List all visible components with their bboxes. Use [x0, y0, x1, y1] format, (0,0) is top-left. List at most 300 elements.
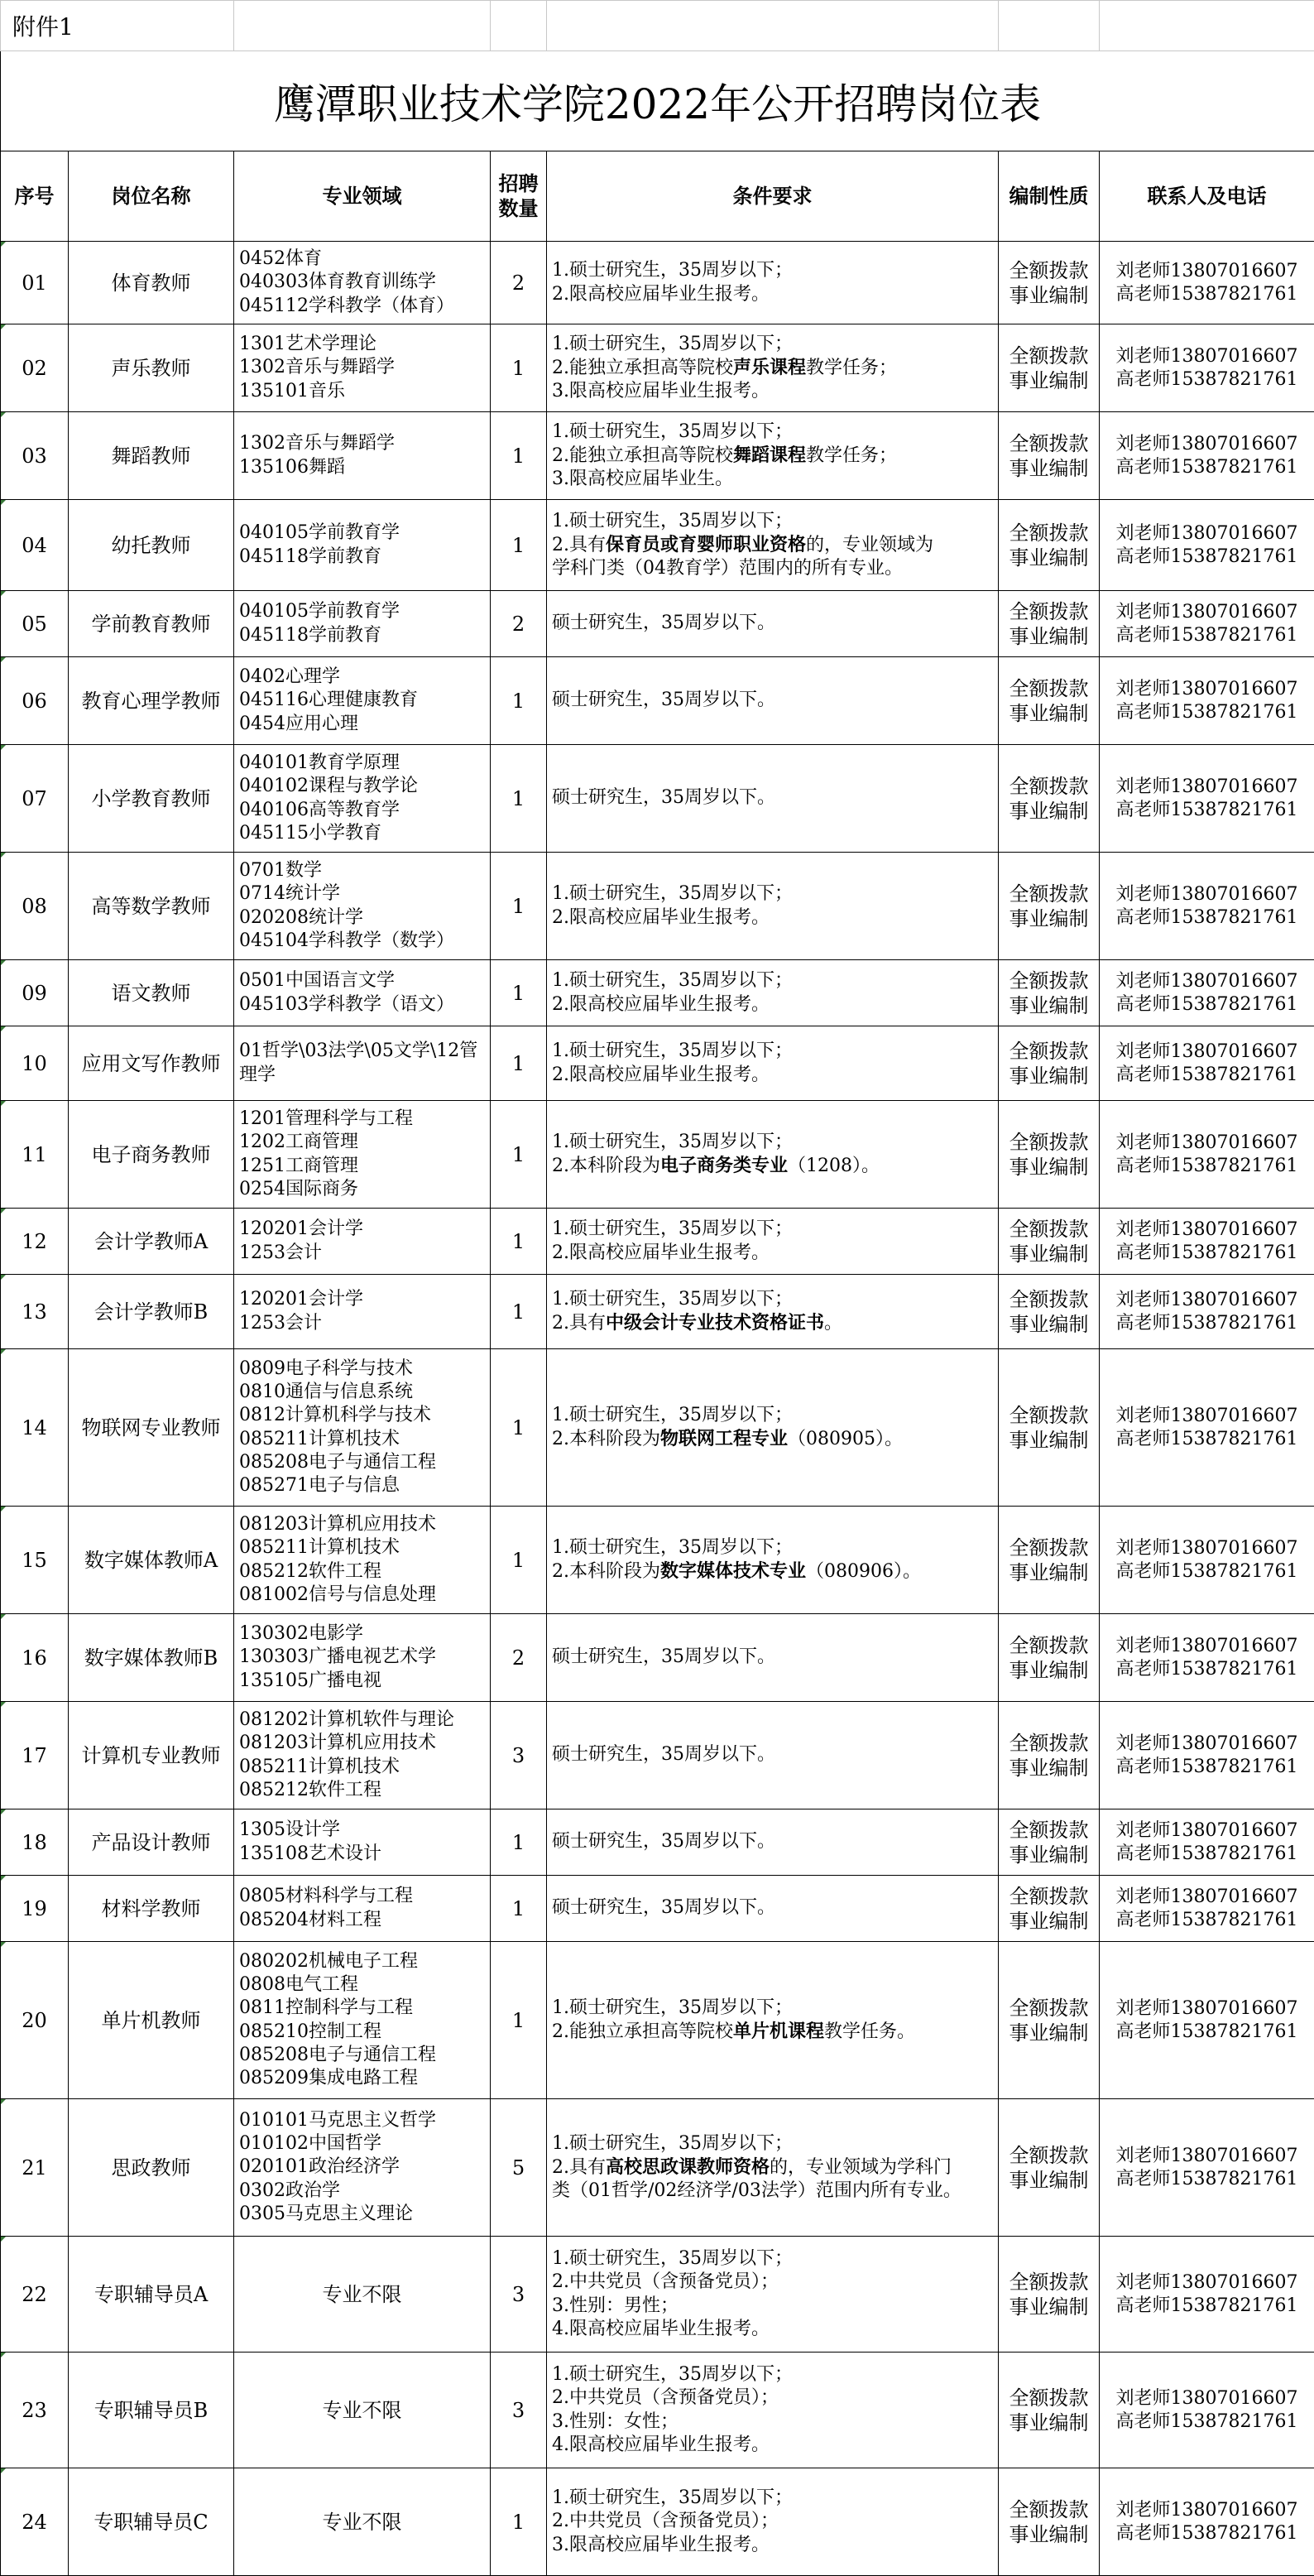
row-number: 21 — [1, 2099, 69, 2237]
requirement-item: 1.硕士研究生，35周岁以下； — [552, 1288, 993, 1311]
nature-line: 事业编制 — [1004, 799, 1094, 824]
requirement-list — [547, 1809, 999, 1876]
nature-line: 事业编制 — [1004, 1428, 1094, 1453]
contact-line: 高老师15387821761 — [1105, 368, 1309, 392]
nature-line: 全额拨款 — [1004, 258, 1094, 283]
requirement-item: 1.硕士研究生，35周岁以下； — [552, 421, 993, 444]
position-name: 材料学教师 — [69, 1876, 234, 1942]
field-list — [234, 1507, 491, 1614]
requirement-list — [547, 1349, 999, 1507]
hire-count: 1 — [491, 412, 547, 500]
table-row — [1, 412, 1314, 500]
field-item: 1301艺术学理论 — [239, 333, 485, 356]
contact-line: 高老师15387821761 — [1105, 1658, 1309, 1681]
row-number: 10 — [1, 1026, 69, 1101]
contact-line: 高老师15387821761 — [1105, 799, 1309, 822]
requirement-item: 1.硕士研究生，35周岁以下； — [552, 2247, 993, 2271]
requirement-item: 1.硕士研究生，35周岁以下； — [552, 2363, 993, 2386]
nature-line: 事业编制 — [1004, 1312, 1094, 1337]
annex-label: 附件1 — [1, 1, 234, 51]
contact-line: 高老师15387821761 — [1105, 2021, 1309, 2044]
table-row — [1, 324, 1314, 412]
contact-info — [1100, 745, 1314, 853]
hire-count: 2 — [491, 591, 547, 657]
contact-line: 高老师15387821761 — [1105, 2410, 1309, 2434]
field-item: 理学 — [239, 1064, 485, 1087]
hire-count: 3 — [491, 2237, 547, 2353]
row-number: 24 — [1, 2468, 69, 2576]
field-item: 0809电子科学与技术 — [239, 1358, 485, 1381]
header-row — [1, 151, 1314, 242]
row-number: 13 — [1, 1275, 69, 1349]
contact-info — [1100, 960, 1314, 1026]
nature-line: 全额拨款 — [1004, 2143, 1094, 2168]
field-list — [234, 1942, 491, 2099]
field-item: 045103学科教学（语文） — [239, 993, 485, 1016]
field-item: 1202工商管理 — [239, 1131, 485, 1154]
field-item: 045112学科教学（体育） — [239, 295, 485, 318]
contact-line: 高老师15387821761 — [1105, 283, 1309, 306]
contact-line: 高老师15387821761 — [1105, 993, 1309, 1016]
nature-line: 事业编制 — [1004, 1843, 1094, 1867]
position-name: 计算机专业教师 — [69, 1702, 234, 1809]
field-item: 081002信号与信息处理 — [239, 1584, 485, 1607]
field-item: 130302电影学 — [239, 1622, 485, 1646]
staffing-nature — [999, 242, 1100, 324]
position-name: 语文教师 — [69, 960, 234, 1026]
table-row — [1, 1209, 1314, 1275]
requirement-item: 2.能独立承担高等院校声乐课程教学任务； — [552, 356, 993, 380]
contact-line: 刘老师13807016607 — [1105, 2145, 1309, 2168]
hire-count: 1 — [491, 2468, 547, 2576]
nature-line: 全额拨款 — [1004, 1731, 1094, 1756]
row-number: 05 — [1, 591, 69, 657]
hire-count: 2 — [491, 1614, 547, 1702]
field-list — [234, 2099, 491, 2237]
requirement-item: 2.具有中级会计专业技术资格证书。 — [552, 1311, 993, 1335]
nature-line: 全额拨款 — [1004, 1403, 1094, 1428]
requirement-item: 2.具有高校思政课教师资格的，专业领域为学科门 — [552, 2155, 993, 2180]
field-item: 085211计算机技术 — [239, 1536, 485, 1560]
requirement-item: 2.限高校应届毕业生报考。 — [552, 993, 993, 1016]
field-list — [234, 2237, 491, 2353]
field-list — [234, 2353, 491, 2468]
nature-line: 全额拨款 — [1004, 1287, 1094, 1312]
position-name: 电子商务教师 — [69, 1101, 234, 1209]
field-item: 045118学前教育 — [239, 624, 485, 647]
field-item: 0402心理学 — [239, 666, 485, 689]
contact-line: 高老师15387821761 — [1105, 1756, 1309, 1779]
nature-line: 事业编制 — [1004, 545, 1094, 570]
nature-line: 事业编制 — [1004, 1909, 1094, 1934]
field-list — [234, 1275, 491, 1349]
requirement-list — [547, 591, 999, 657]
requirement-item: 4.限高校应届毕业生报考。 — [552, 2434, 993, 2457]
requirement-item: 硕士研究生，35周岁以下。 — [552, 1830, 993, 1853]
position-name: 幼托教师 — [69, 500, 234, 591]
nature-line: 事业编制 — [1004, 624, 1094, 649]
requirement-list — [547, 324, 999, 412]
contact-line: 高老师15387821761 — [1105, 624, 1309, 647]
requirement-item: 4.限高校应届毕业生报考。 — [552, 2318, 993, 2341]
staffing-nature — [999, 1209, 1100, 1275]
hire-count: 1 — [491, 500, 547, 591]
hire-count: 1 — [491, 745, 547, 853]
table-row — [1, 745, 1314, 853]
position-name: 会计学教师A — [69, 1209, 234, 1275]
field-item: 135108艺术设计 — [239, 1843, 485, 1866]
requirement-list — [547, 1876, 999, 1942]
requirement-list — [547, 657, 999, 745]
contact-line: 刘老师13807016607 — [1105, 1997, 1309, 2021]
field-list — [234, 1702, 491, 1809]
table-row — [1, 1507, 1314, 1614]
contact-line: 高老师15387821761 — [1105, 1560, 1309, 1584]
header-no: 序号 — [1, 151, 69, 242]
row-number: 22 — [1, 2237, 69, 2353]
field-list — [234, 2468, 491, 2576]
requirement-item: 1.硕士研究生，35周岁以下； — [552, 259, 993, 282]
field-list — [234, 1349, 491, 1507]
field-item: 040105学前教育学 — [239, 600, 485, 623]
contact-line: 刘老师13807016607 — [1105, 601, 1309, 624]
requirement-list — [547, 1942, 999, 2099]
table-row — [1, 960, 1314, 1026]
staffing-nature — [999, 2237, 1100, 2353]
hire-count: 1 — [491, 1209, 547, 1275]
hire-count: 1 — [491, 1275, 547, 1349]
nature-line: 全额拨款 — [1004, 344, 1094, 368]
field-item: 1302音乐与舞蹈学 — [239, 356, 485, 379]
staffing-nature — [999, 1876, 1100, 1942]
requirement-item: 3.性别：女性； — [552, 2410, 993, 2434]
field-item: 0811控制科学与工程 — [239, 1997, 485, 2020]
field-list — [234, 324, 491, 412]
position-name: 专职辅导员A — [69, 2237, 234, 2353]
nature-line: 全额拨款 — [1004, 676, 1094, 701]
nature-line: 事业编制 — [1004, 456, 1094, 481]
requirement-list — [547, 2468, 999, 2576]
field-item: 0808电气工程 — [239, 1973, 485, 1997]
row-number: 16 — [1, 1614, 69, 1702]
contact-line: 刘老师13807016607 — [1105, 1886, 1309, 1909]
contact-line: 刘老师13807016607 — [1105, 970, 1309, 993]
contact-info — [1100, 1209, 1314, 1275]
requirement-item: 1.硕士研究生，35周岁以下； — [552, 882, 993, 906]
position-name: 专职辅导员B — [69, 2353, 234, 2468]
staffing-nature — [999, 2099, 1100, 2237]
field-item: 0302政治学 — [239, 2180, 485, 2203]
field-list — [234, 960, 491, 1026]
field-list — [234, 1101, 491, 1209]
table-row — [1, 1101, 1314, 1209]
hire-count: 1 — [491, 1507, 547, 1614]
nature-line: 全额拨款 — [1004, 2386, 1094, 2410]
field-item: 040102课程与教学论 — [239, 775, 485, 798]
table-row — [1, 1349, 1314, 1507]
position-name: 思政教师 — [69, 2099, 234, 2237]
position-name: 单片机教师 — [69, 1942, 234, 2099]
row-number: 14 — [1, 1349, 69, 1507]
hire-count: 1 — [491, 1349, 547, 1507]
field-item: 120201会计学 — [239, 1218, 485, 1241]
contact-line: 刘老师13807016607 — [1105, 1218, 1309, 1242]
row-number: 03 — [1, 412, 69, 500]
position-name: 会计学教师B — [69, 1275, 234, 1349]
contact-line: 刘老师13807016607 — [1105, 1819, 1309, 1843]
requirement-item: 3.性别：男性； — [552, 2295, 993, 2318]
contact-info — [1100, 1101, 1314, 1209]
nature-line: 事业编制 — [1004, 701, 1094, 726]
nature-line: 全额拨款 — [1004, 521, 1094, 545]
requirement-item: 2.中共党员（含预备党员）； — [552, 2271, 993, 2294]
requirement-list — [547, 1209, 999, 1275]
requirement-item: 2.本科阶段为电子商务类专业（1208）。 — [552, 1154, 993, 1178]
header-requirements: 条件要求 — [547, 151, 999, 242]
requirement-item: 硕士研究生，35周岁以下。 — [552, 786, 993, 810]
row-number: 06 — [1, 657, 69, 745]
requirement-item: 2.限高校应届毕业生报考。 — [552, 1242, 993, 1265]
position-name: 数字媒体教师B — [69, 1614, 234, 1702]
field-list — [234, 1209, 491, 1275]
contact-line: 刘老师13807016607 — [1105, 1040, 1309, 1064]
requirement-item: 1.硕士研究生，35周岁以下； — [552, 969, 993, 992]
requirement-item: 2.本科阶段为物联网工程专业（080905）。 — [552, 1427, 993, 1451]
field-item: 085212软件工程 — [239, 1560, 485, 1584]
row-number: 15 — [1, 1507, 69, 1614]
field-item: 135106舞蹈 — [239, 456, 485, 479]
staffing-nature — [999, 1026, 1100, 1101]
contact-line: 刘老师13807016607 — [1105, 1635, 1309, 1658]
field-list — [234, 657, 491, 745]
contact-info — [1100, 1349, 1314, 1507]
header-count: 招聘数量 — [491, 151, 547, 242]
nature-line: 事业编制 — [1004, 1658, 1094, 1683]
requirement-item: 1.硕士研究生，35周岁以下； — [552, 1218, 993, 1241]
requirement-item: 2.能独立承担高等院校单片机课程教学任务。 — [552, 2020, 993, 2044]
staffing-nature — [999, 2353, 1100, 2468]
contact-line: 高老师15387821761 — [1105, 906, 1309, 930]
title-row — [1, 51, 1314, 151]
field-list — [234, 591, 491, 657]
table-row — [1, 1942, 1314, 2099]
field-item: 135101音乐 — [239, 380, 485, 403]
requirement-item: 1.硕士研究生，35周岁以下； — [552, 510, 993, 533]
nature-line: 事业编制 — [1004, 2410, 1094, 2435]
requirement-list — [547, 1702, 999, 1809]
requirement-item: 3.限高校应届毕业生报考。 — [552, 2534, 993, 2557]
field-item: 085212软件工程 — [239, 1779, 485, 1802]
contact-line: 高老师15387821761 — [1105, 1843, 1309, 1866]
contact-line: 高老师15387821761 — [1105, 456, 1309, 479]
requirement-list — [547, 853, 999, 960]
field-item: 080202机械电子工程 — [239, 1950, 485, 1973]
requirement-list — [547, 1275, 999, 1349]
contact-info — [1100, 412, 1314, 500]
position-name: 舞蹈教师 — [69, 412, 234, 500]
field-item: 1253会计 — [239, 1242, 485, 1265]
requirement-list — [547, 2237, 999, 2353]
staffing-nature — [999, 1942, 1100, 2099]
contact-info — [1100, 1507, 1314, 1614]
nature-line: 全额拨款 — [1004, 1130, 1094, 1155]
field-item: 0454应用心理 — [239, 713, 485, 736]
nature-line: 全额拨款 — [1004, 2497, 1094, 2522]
field-item: 01哲学\03法学\05文学\12管 — [239, 1040, 485, 1063]
field-item: 085204材料工程 — [239, 1909, 485, 1932]
contact-line: 高老师15387821761 — [1105, 1242, 1309, 1265]
contact-line: 刘老师13807016607 — [1105, 776, 1309, 799]
nature-line: 全额拨款 — [1004, 1884, 1094, 1909]
staffing-nature — [999, 745, 1100, 853]
field-item: 0501中国语言文学 — [239, 969, 485, 992]
hire-count: 1 — [491, 1101, 547, 1209]
row-number: 04 — [1, 500, 69, 591]
requirement-list — [547, 2353, 999, 2468]
requirement-item: 1.硕士研究生，35周岁以下； — [552, 1536, 993, 1560]
contact-info — [1100, 1876, 1314, 1942]
contact-info — [1100, 1614, 1314, 1702]
field-item: 085211计算机技术 — [239, 1756, 485, 1779]
hire-count: 1 — [491, 657, 547, 745]
contact-line: 高老师15387821761 — [1105, 1428, 1309, 1451]
requirement-item: 硕士研究生，35周岁以下。 — [552, 612, 993, 635]
field-item: 085210控制工程 — [239, 2021, 485, 2044]
position-name: 体育教师 — [69, 242, 234, 324]
field-item: 020208统计学 — [239, 906, 485, 930]
staffing-nature — [999, 591, 1100, 657]
contact-line: 高老师15387821761 — [1105, 1909, 1309, 1932]
contact-line: 刘老师13807016607 — [1105, 345, 1309, 368]
field-item: 010102中国哲学 — [239, 2132, 485, 2155]
requirement-item: 硕士研究生，35周岁以下。 — [552, 1646, 993, 1669]
field-item: 040106高等教育学 — [239, 799, 485, 822]
header-contact: 联系人及电话 — [1100, 151, 1314, 242]
nature-line: 事业编制 — [1004, 1242, 1094, 1266]
contact-line: 高老师15387821761 — [1105, 1064, 1309, 1087]
nature-line: 全额拨款 — [1004, 1818, 1094, 1843]
contact-info — [1100, 2237, 1314, 2353]
contact-line: 高老师15387821761 — [1105, 1155, 1309, 1178]
nature-line: 事业编制 — [1004, 283, 1094, 308]
field-item: 1253会计 — [239, 1312, 485, 1335]
contact-line: 刘老师13807016607 — [1105, 2271, 1309, 2295]
field-item: 045104学科教学（数学） — [239, 930, 485, 953]
hire-count: 5 — [491, 2099, 547, 2237]
field-item: 040105学前教育学 — [239, 521, 485, 545]
position-name: 应用文写作教师 — [69, 1026, 234, 1101]
nature-line: 事业编制 — [1004, 1756, 1094, 1781]
row-number: 18 — [1, 1809, 69, 1876]
staffing-nature — [999, 500, 1100, 591]
hire-count: 1 — [491, 324, 547, 412]
nature-line: 全额拨款 — [1004, 1536, 1094, 1560]
staffing-nature — [999, 1507, 1100, 1614]
page-title: 鹰潭职业技术学院2022年公开招聘岗位表 — [1, 51, 1314, 151]
requirement-list — [547, 412, 999, 500]
field-item: 020101政治经济学 — [239, 2155, 485, 2179]
requirement-item: 1.硕士研究生，35周岁以下； — [552, 333, 993, 356]
contact-info — [1100, 2099, 1314, 2237]
hire-count: 1 — [491, 1026, 547, 1101]
table-row — [1, 1702, 1314, 1809]
field-item: 085271电子与信息 — [239, 1474, 485, 1497]
table-row — [1, 2468, 1314, 2576]
contact-line: 刘老师13807016607 — [1105, 1733, 1309, 1756]
field-list — [234, 242, 491, 324]
requirement-list — [547, 1614, 999, 1702]
nature-line: 事业编制 — [1004, 1155, 1094, 1180]
requirement-item: 2.限高校应届毕业生报考。 — [552, 1064, 993, 1087]
contact-line: 刘老师13807016607 — [1105, 1289, 1309, 1312]
table-row — [1, 591, 1314, 657]
row-number: 12 — [1, 1209, 69, 1275]
requirement-item: 1.硕士研究生，35周岁以下； — [552, 1131, 993, 1154]
field-item: 1251工商管理 — [239, 1155, 485, 1178]
row-number: 19 — [1, 1876, 69, 1942]
requirement-item: 2.具有保育员或育婴师职业资格的，专业领域为 — [552, 533, 993, 557]
contact-line: 刘老师13807016607 — [1105, 1537, 1309, 1560]
position-name: 物联网专业教师 — [69, 1349, 234, 1507]
field-item: 0810通信与信息系统 — [239, 1381, 485, 1404]
requirement-item: 2.限高校应届毕业生报考。 — [552, 283, 993, 306]
hire-count: 1 — [491, 1942, 547, 2099]
field-list — [234, 853, 491, 960]
field-item: 专业不限 — [239, 2282, 485, 2307]
nature-line: 全额拨款 — [1004, 1996, 1094, 2021]
nature-line: 事业编制 — [1004, 1064, 1094, 1089]
hire-count: 1 — [491, 853, 547, 960]
requirement-item: 类（01哲学/02经济学/03法学）范围内所有专业。 — [552, 2180, 993, 2203]
requirement-item: 2.能独立承担高等院校舞蹈课程教学任务； — [552, 444, 993, 468]
requirement-item: 硕士研究生，35周岁以下。 — [552, 1896, 993, 1920]
staffing-nature — [999, 1702, 1100, 1809]
contact-line: 高老师15387821761 — [1105, 545, 1309, 569]
row-number: 23 — [1, 2353, 69, 2468]
staffing-nature — [999, 657, 1100, 745]
contact-line: 刘老师13807016607 — [1105, 433, 1309, 456]
contact-info — [1100, 591, 1314, 657]
field-list — [234, 1614, 491, 1702]
nature-line: 事业编制 — [1004, 2168, 1094, 2193]
contact-info — [1100, 324, 1314, 412]
position-name: 产品设计教师 — [69, 1809, 234, 1876]
field-item: 135105广播电视 — [239, 1670, 485, 1693]
position-name: 高等数学教师 — [69, 853, 234, 960]
requirement-list — [547, 1026, 999, 1101]
field-item: 045115小学教育 — [239, 822, 485, 845]
requirement-list — [547, 1507, 999, 1614]
field-item: 010101马克思主义哲学 — [239, 2109, 485, 2132]
requirement-item: 1.硕士研究生，35周岁以下； — [552, 1997, 993, 2020]
field-item: 0305马克思主义理论 — [239, 2203, 485, 2226]
field-item: 085209集成电路工程 — [239, 2067, 485, 2090]
annex-row — [1, 1, 1314, 51]
position-name: 专职辅导员C — [69, 2468, 234, 2576]
field-item: 081203计算机应用技术 — [239, 1513, 485, 1536]
field-list — [234, 1026, 491, 1101]
hire-count: 3 — [491, 2353, 547, 2468]
requirement-item: 2.本科阶段为数字媒体技术专业（080906）。 — [552, 1560, 993, 1584]
staffing-nature — [999, 2468, 1100, 2576]
field-list — [234, 745, 491, 853]
contact-line: 刘老师13807016607 — [1105, 1405, 1309, 1428]
position-name: 学前教育教师 — [69, 591, 234, 657]
field-item: 085211计算机技术 — [239, 1428, 485, 1451]
requirement-item: 3.限高校应届毕业生报考。 — [552, 380, 993, 403]
field-item: 040303体育教育训练学 — [239, 271, 485, 294]
nature-line: 事业编制 — [1004, 2522, 1094, 2547]
